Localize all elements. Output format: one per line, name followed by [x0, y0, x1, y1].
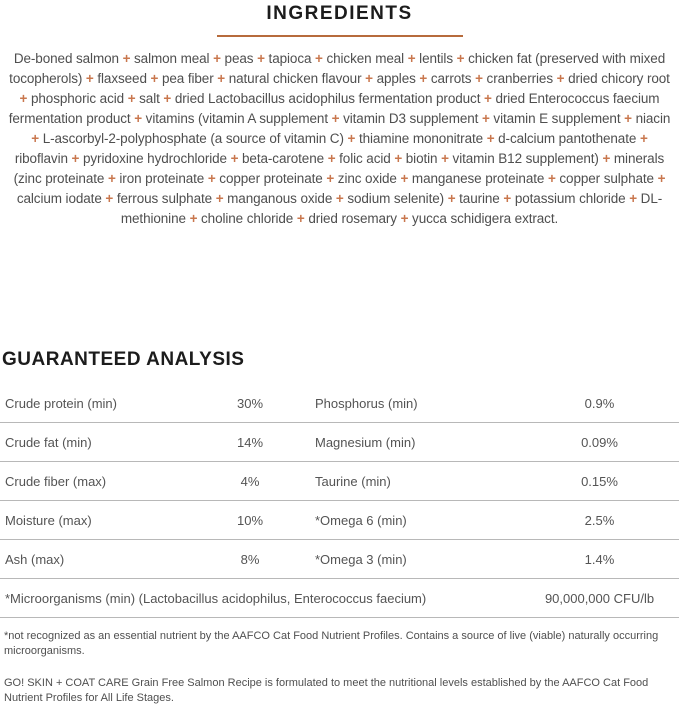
plus-separator: +: [400, 171, 409, 186]
plus-separator: +: [326, 171, 335, 186]
analysis-table: [0, 384, 679, 618]
analysis-and-footnotes: [0, 349, 679, 706]
plus-separator: +: [556, 71, 565, 86]
plus-separator: +: [503, 191, 512, 206]
nutrient-label: Magnesium (min): [315, 434, 416, 450]
nutrient-value: 10%: [236, 512, 264, 528]
plus-separator: +: [31, 131, 40, 146]
nutrient-value: 30%: [236, 395, 264, 411]
plus-separator: +: [315, 51, 323, 66]
footnotes-section: [0, 629, 679, 706]
plus-separator: +: [107, 171, 116, 186]
footnote-essential-nutrient: *not recognized as an essential nutrient by the AAFCO Cat Food Nutrient Profiles. Contains a source of live (viable) naturally occurring microorganisms.: [4, 630, 659, 657]
plus-separator: +: [419, 71, 428, 86]
plus-separator: +: [134, 111, 143, 126]
plus-separator: +: [122, 51, 131, 66]
guaranteed-analysis-section: [0, 349, 679, 618]
plus-separator: +: [335, 191, 344, 206]
plus-separator: +: [331, 111, 340, 126]
analysis-row-microorganisms: [0, 579, 679, 618]
nutrient-value: 2.5%: [584, 512, 615, 528]
plus-separator: +: [407, 51, 416, 66]
plus-separator: +: [127, 91, 136, 106]
plus-separator: +: [602, 151, 611, 166]
plus-separator: +: [484, 91, 492, 106]
analysis-row: [0, 501, 679, 540]
plus-separator: +: [481, 111, 490, 126]
nutrient-label: Moisture (max): [5, 512, 92, 528]
analysis-row: [0, 423, 679, 462]
plus-separator: +: [71, 151, 80, 166]
ingredients-text: De-boned salmon + salmon meal + peas + tapioca + chicken meal + lentils + chicken fat (preserved with mixed tocopherols) + flaxseed + pea fiber + natural chicken flavour + apples + carrots + cranberries + dried chicory root + phosphoric acid + salt + dried Lactobacillus acidophilus fermentation product + dried Enterococcus faecium fermentation product + vitamins (vitamin A supplement + vitamin D3 supplement + vitamin E supplement + niacin + L-ascorbyl-2-polyphosphate (a source of vitamin C) + thiamine mononitrate + d-calcium pantothenate + riboflavin + pyridoxine hydrochloride + beta-carotene + folic acid + biotin + vitamin B12 supplement) + minerals (zinc proteinate + iron proteinate + copper proteinate + zinc oxide + manganese proteinate + copper sulphate + calcium iodate + ferrous sulphate + manganous oxide + sodium selenite) + taurine + potassium chloride + DL-methionine + choline chloride + dried rosemary + yucca schidigera extract.: [8, 51, 671, 226]
nutrient-label: Ash (max): [5, 551, 65, 567]
plus-separator: +: [163, 91, 172, 106]
plus-separator: +: [215, 191, 224, 206]
nutrient-label: Phosphorus (min): [315, 395, 418, 411]
plus-separator: +: [327, 151, 336, 166]
nutrient-value: 1.4%: [584, 551, 615, 567]
nutrient-label: *Omega 3 (min): [315, 551, 407, 567]
plus-separator: +: [657, 171, 666, 186]
plus-separator: +: [394, 151, 403, 166]
nutrient-label: Crude fat (min): [5, 434, 92, 450]
plus-separator: +: [629, 191, 638, 206]
plus-separator: +: [150, 71, 159, 86]
ingredients-title: INGREDIENTS: [266, 3, 413, 24]
plus-separator: +: [447, 191, 456, 206]
plus-separator: +: [400, 211, 409, 226]
plus-separator: +: [639, 131, 648, 146]
nutrient-label: *Omega 6 (min): [315, 512, 407, 528]
plus-separator: +: [213, 51, 221, 66]
plus-separator: +: [475, 71, 483, 86]
plus-separator: +: [365, 71, 373, 86]
plus-separator: +: [230, 151, 239, 166]
plus-separator: +: [456, 51, 465, 66]
plus-separator: +: [441, 151, 449, 166]
nutrient-label: Taurine (min): [315, 473, 391, 489]
plus-separator: +: [547, 171, 556, 186]
nutrient-value: 14%: [236, 434, 264, 450]
plus-separator: +: [347, 131, 356, 146]
plus-separator: +: [217, 71, 226, 86]
nutrient-value: 90,000,000 CFU/lb: [544, 590, 655, 606]
analysis-title: GUARANTEED ANALYSIS: [2, 349, 245, 370]
nutrient-value: 0.15%: [581, 473, 618, 489]
plus-separator: +: [105, 191, 114, 206]
nutrient-label: Crude fiber (max): [5, 473, 107, 489]
nutrient-value: 0.9%: [584, 395, 615, 411]
plus-separator: +: [85, 71, 94, 86]
accent-divider: [217, 35, 463, 37]
plus-separator: +: [257, 51, 265, 66]
ingredients-section: [0, 0, 679, 229]
plus-separator: +: [624, 111, 632, 126]
nutrient-value: 4%: [240, 473, 260, 489]
analysis-row: [0, 384, 679, 423]
plus-separator: +: [189, 211, 198, 226]
nutrient-label: Crude protein (min): [5, 395, 117, 411]
footnote-aafco-statement: GO! SKIN + COAT CARE Grain Free Salmon Recipe is formulated to meet the nutritional levels established by the AAFCO Cat Food Nutrient Profiles for All Life Stages.: [4, 677, 649, 704]
plus-separator: +: [486, 131, 495, 146]
analysis-row: [0, 540, 679, 579]
nutrient-value: 8%: [240, 551, 260, 567]
plus-separator: +: [207, 171, 216, 186]
plus-separator: +: [19, 91, 28, 106]
nutrient-value: 0.09%: [581, 434, 618, 450]
nutrient-label: *Microorganisms (min) (Lactobacillus acidophilus, Enterococcus faecium): [5, 590, 427, 606]
plus-separator: +: [296, 211, 305, 226]
analysis-row: [0, 462, 679, 501]
